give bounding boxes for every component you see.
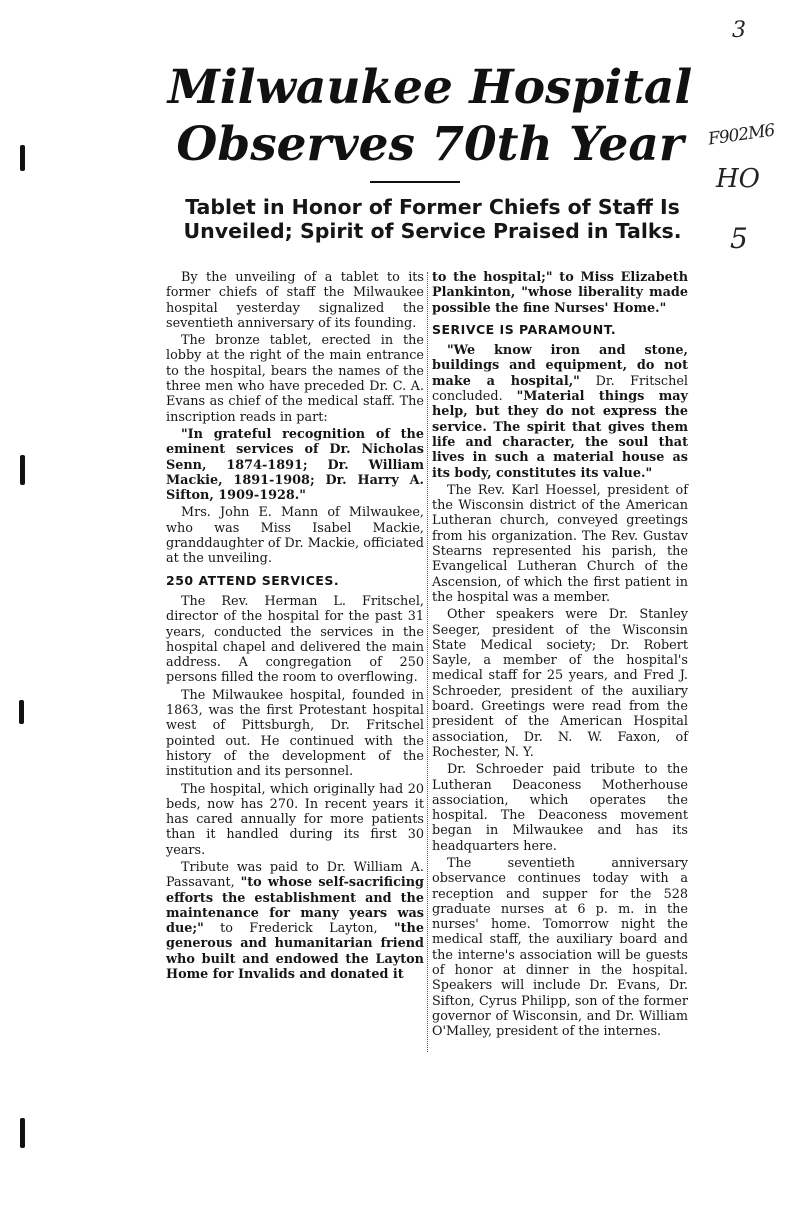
paragraph: The seventieth anniversary observance continues today with a reception and supper for the 528 graduate nurses at 6 p. m. in the nurses' home. Tomorrow night the medical staff, the auxiliary board and the interne's association will be guests of honor at dinner in the hospital. Speakers will include Dr. Evans, Dr. Sifton, Cyrus Philipp, son of the former governor of Wisconsin, and Dr. William O'Malley, president of the internes. — [432, 855, 688, 1040]
punch-mark — [20, 455, 25, 485]
paragraph: Other speakers were Dr. Stanley Seeger, president of the Wisconsin State Medical society; Dr. Robert Sayle, a member of the hospital's medical staff for 25 years, and Fred J. Schroeder, president of the auxiliary board. Greetings were read from the president of the American Hospital association, Dr. N. W. Faxon, of Rochester, N. Y. — [432, 607, 688, 760]
quote-paragraph — [432, 343, 688, 481]
punch-mark — [20, 145, 25, 171]
text-run: Dr. Fritschel concluded. — [432, 373, 688, 405]
text-run: "Material things may help, but they do not express the service. The spirit that gives them life and character, the soul that lives in such a material house as its body, constitutes its value." — [432, 389, 688, 481]
section-heading: 250 ATTEND SERVICES. — [166, 572, 340, 588]
text-run: to Frederick Layton, — [203, 921, 394, 937]
text-run: "We know iron and stone, buildings and equipment, do not make a hospital," — [432, 343, 688, 389]
paragraph: Mrs. John E. Mann of Milwaukee, who was Miss Isabel Mackie, granddaughter of Dr. Mackie, officiated at the unveiling. — [166, 505, 424, 567]
inscription-quote: "In grateful recognition of the eminent services of Dr. Nicholas Senn, 1874-1891; Dr. William Mackie, 1891-1908; Dr. Harry A. Sifton, 1909-1928." — [166, 426, 424, 504]
paragraph: By the unveiling of a tablet to its former chiefs of staff the Milwaukee hospital yesterday signalized the seventieth anniversary of its founding. — [166, 270, 424, 331]
handwritten-initials: HO — [716, 164, 760, 194]
paragraph: The hospital, which originally had 20 beds, now has 270. In recent years it has cared annually for more patients than it handled during its first 30 years. — [166, 781, 424, 858]
article-column-1 — [166, 270, 424, 984]
paragraph: Dr. Schroeder paid tribute to the Lutheran Deaconess Motherhouse association, which operates the hospital. The Deaconess movement began in Milwaukee and has its headquarters here. — [432, 762, 688, 854]
quote-bold: "to whose self-sacrificing efforts the establishment and the maintenance for many years was due;" — [166, 875, 424, 937]
section-heading: SERIVCE IS PARAMOUNT. — [432, 321, 617, 337]
paragraph: The Milwaukee hospital, founded in 1863, was the first Protestant hospital west of Pittsburgh, Dr. Fritschel pointed out. He continued with the history of the development of the institution and its personnel. — [166, 687, 424, 780]
text-run: Tribute was paid to Dr. William A. Passavant, — [166, 859, 424, 891]
punch-mark — [19, 700, 24, 724]
handwritten-page-number: 3 — [732, 18, 746, 43]
paragraph — [166, 860, 424, 982]
article-column-2 — [432, 270, 688, 1042]
paragraph-continued: to the hospital;" to Miss Elizabeth Plankinton, "whose liberality made possible the fine Nurses' Home." — [432, 270, 688, 316]
handwritten-number: 5 — [730, 222, 748, 255]
handwritten-code: F902M6 — [706, 120, 776, 150]
headline-line-2: Observes 70th Year — [176, 117, 684, 172]
subheadline: Tablet in Honor of Former Chiefs of Staff Is Unveiled; Spirit of Service Praised in Talks. — [183, 195, 682, 243]
quote-bold: "the generous and humanitarian friend who built and endowed the Layton Home for Invalids and donated it — [166, 921, 424, 983]
column-divider — [427, 272, 428, 1052]
paragraph: The bronze tablet, erected in the lobby at the right of the main entrance to the hospital, bears the names of the three men who have preceded Dr. C. A. Evans as chief of the medical staff. The inscription reads in part: — [166, 333, 424, 425]
paragraph: The Rev. Herman L. Fritschel, director of the hospital for the past 31 years, conducted the services in the hospital chapel and delivered the main address. A congregation of 250 persons filled the room to overflowing. — [166, 593, 424, 686]
headline-line-1: Milwaukee Hospital — [167, 60, 693, 115]
headline-divider — [370, 181, 460, 183]
paragraph: The Rev. Karl Hoessel, president of the Wisconsin district of the American Lutheran church, conveyed greetings from his organization. The Rev. Gustav Stearns represented his parish, the Evangelical Lutheran Church of the Ascension, of which the first patient in the hospital was a member. — [432, 482, 688, 605]
punch-mark — [20, 1118, 25, 1148]
